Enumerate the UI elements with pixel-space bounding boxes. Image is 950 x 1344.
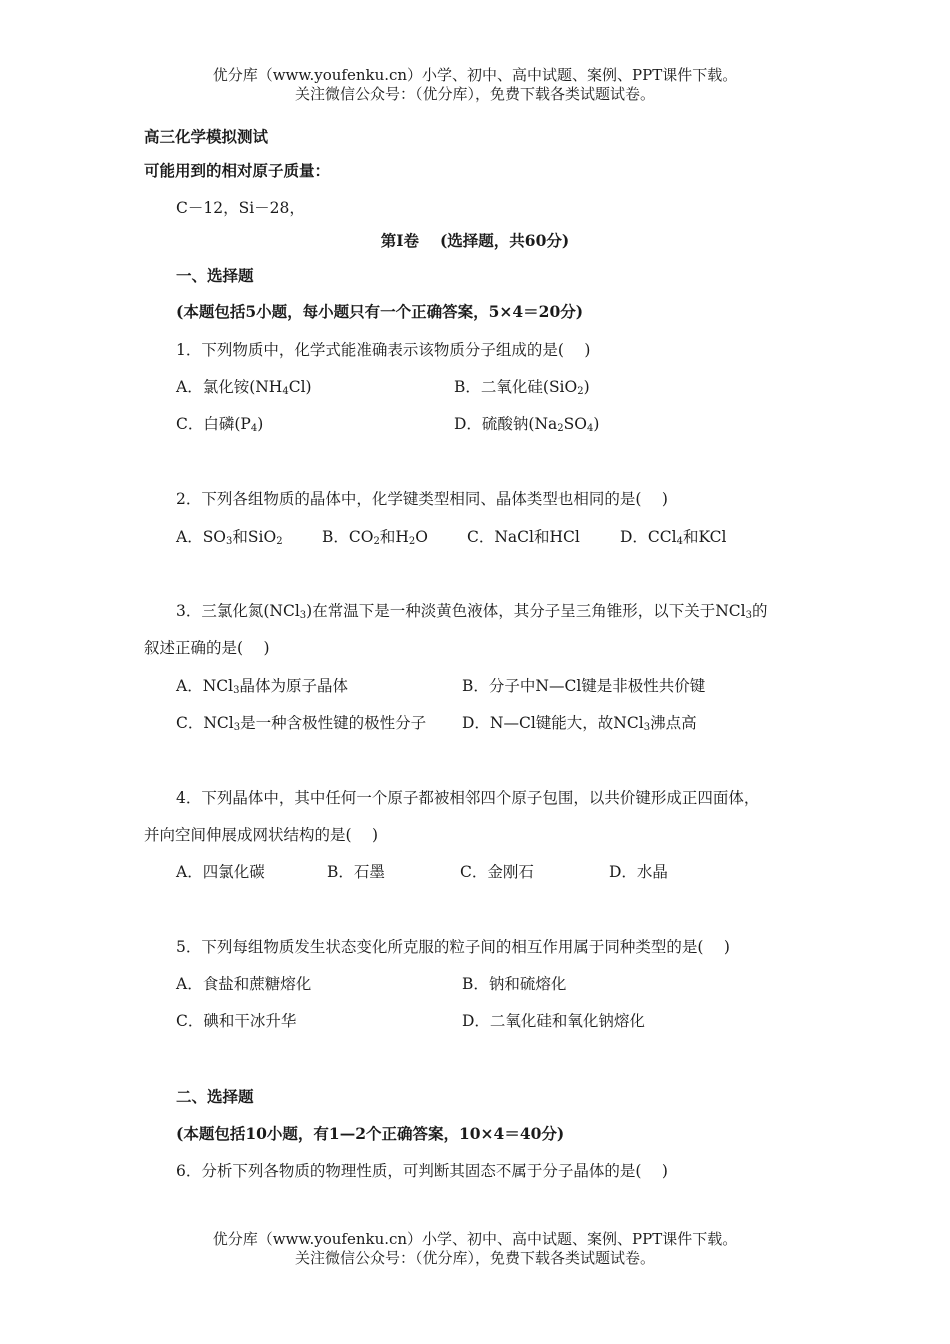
atomic-masses: C－12，Si－28，: [176, 199, 305, 217]
footer-line-2: 关注微信公众号：（优分库），免费下载各类试题试卷。: [294, 1249, 655, 1267]
header-line-2: 关注微信公众号：（优分库），免费下载各类试题试卷。: [294, 85, 655, 103]
q5-option-c: C．碘和干冰升华: [176, 1012, 297, 1030]
volume1-title: 第Ⅰ卷 (选择题，共60分): [380, 231, 570, 250]
q5-option-a: A．食盐和蔗糖熔化: [176, 975, 312, 993]
q1-option-c: C．白磷$(P_4)$: [176, 415, 264, 434]
q1-option-a: A．氯化铵$(NH_4Cl)$: [176, 378, 312, 397]
header-line-1: 优分库（www.youfenku.cn）小学、初中、高中试题、案例、PPT课件下载。: [212, 66, 738, 84]
q4-stem-continued: 并向空间伸展成网状结构的是( ): [144, 826, 379, 844]
q2-option-c: C．NaCl和HCl: [467, 528, 580, 546]
q4-stem: 4．下列晶体中，其中任何一个原子都被相邻四个原子包围，以共价键形成正四面体，: [176, 789, 760, 807]
q3-option-d: D．N—Cl键能大，故NCl$_3$沸点高: [462, 714, 697, 733]
q5-option-d: D．二氧化硅和氧化钠熔化: [462, 1012, 645, 1030]
q3-option-b: B．分子中N—Cl键是非极性共价键: [462, 677, 706, 695]
q2-option-d: D．CCl$_4$和KCl: [620, 528, 727, 547]
q3-option-c: C．NCl$_3$是一种含极性键的极性分子: [176, 714, 427, 733]
section2-title: 二、选择题: [176, 1087, 254, 1106]
section2-instruction: (本题包括10小题，有1—2个正确答案，10×4＝40分): [176, 1124, 565, 1143]
q4-option-a: A．四氯化碳: [176, 863, 265, 881]
q1-option-b: B．二氧化硅(SiO$_2$): [454, 378, 590, 397]
atomic-mass-label: 可能用到的相对原子质量：: [144, 161, 331, 180]
footer-line-1: 优分库（www.youfenku.cn）小学、初中、高中试题、案例、PPT课件下载。: [212, 1230, 738, 1248]
section1-title: 一、选择题: [176, 266, 254, 285]
q4-option-b: B．石墨: [327, 863, 385, 881]
q4-option-c: C．金刚石: [460, 863, 534, 881]
q2-stem: 2．下列各组物质的晶体中，化学键类型相同、晶体类型也相同的是( ): [176, 490, 668, 508]
q2-option-a: A．$SO_3$和SiO$_2$: [176, 528, 283, 547]
q1-option-d: D．硫酸钠$(Na_2SO_4)$: [454, 415, 600, 434]
section1-instruction: (本题包括5小题，每小题只有一个正确答案，5×4＝20分): [176, 302, 584, 321]
q4-option-d: D．水晶: [609, 863, 668, 881]
q1-stem: 1．下列物质中，化学式能准确表示该物质分子组成的是( ): [176, 341, 591, 359]
q3-stem-continued: 叙述正确的是( ): [144, 639, 270, 657]
q5-option-b: B．钠和硫熔化: [462, 975, 567, 993]
q3-stem: 3．三氯化氮(NCl$_3$)在常温下是一种淡黄色液体，其分子呈三角锥形，以下关于NCl$_3$的: [176, 602, 768, 621]
q5-stem: 5．下列每组物质发生状态变化所克服的粒子间的相互作用属于同种类型的是( ): [176, 938, 730, 956]
page-title: 高三化学模拟测试: [144, 127, 269, 146]
q2-option-b: B．$CO_2$和$H_2O$: [322, 528, 428, 547]
q3-option-a: A．NCl$_3$晶体为原子晶体: [176, 677, 348, 696]
q6-stem: 6．分析下列各物质的物理性质，可判断其固态不属于分子晶体的是( ): [176, 1162, 668, 1180]
